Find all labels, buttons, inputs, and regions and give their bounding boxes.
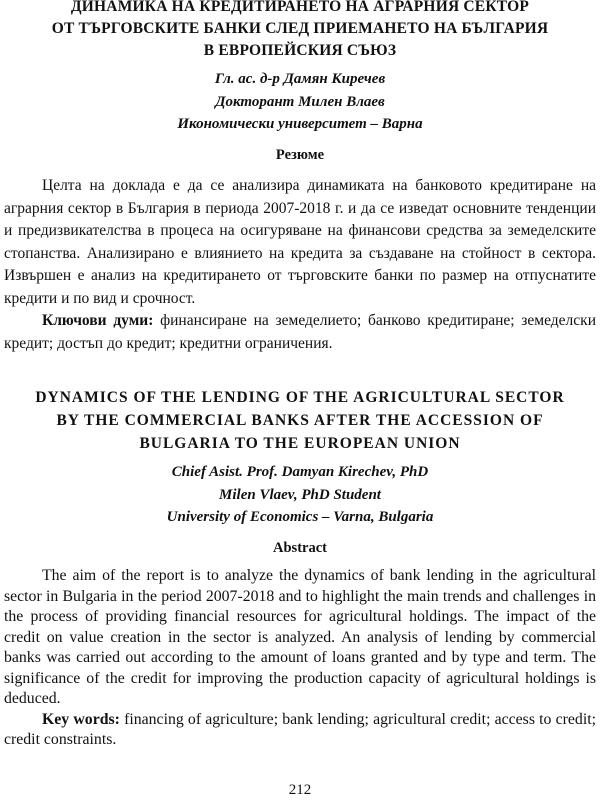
keywords-bg-label: Ключови думи:: [42, 312, 154, 329]
authors-bulgarian: [0, 68, 600, 136]
author-en-2: Milen Vlaev, PhD Student: [219, 486, 381, 503]
title-bg-line-3: В ЕВРОПЕЙСКИЯ СЪЮЗ: [203, 42, 397, 59]
title-bg-line-1: ДИНАМИКА НА КРЕДИТИРАНЕТО НА АГРАРНИЯ СЕКТОР: [70, 0, 530, 15]
title-en-line-1: DYNAMICS OF THE LENDING OF THE AGRICULTURAL SECTOR: [35, 389, 565, 406]
author-en-1: Chief Asist. Prof. Damyan Kirechev, PhD: [171, 464, 429, 480]
abstract-en-text: The aim of the report is to analyze the dynamics of bank lending in the agricultural sector in Bulgaria in the period 2007-2018 and to highlight the main trends and challenges in the process of providing financial resources for agricultural holdings. The impact of the credit on value creation in the sector is analyzed. An analysis of lending by commercial banks was carried out according to the amount of loans granted and by type and term. The significance of the credit for improving the production capacity of agricultural holdings is deduced.: [4, 567, 596, 707]
abstract-en: [4, 566, 596, 751]
affiliation-bg: Икономически университет – Варна: [177, 116, 423, 132]
abstract-heading-en: Abstract: [273, 540, 327, 556]
author-bg-1: Гл. ас. д-р Дамян Киречев: [214, 71, 386, 87]
title-bg-line-2: ОТ ТЪРГОВСКИТЕ БАНКИ СЛЕД ПРИЕМАНЕТО НА БЪЛГАРИЯ: [51, 20, 549, 37]
authors-english: [0, 461, 600, 529]
keywords-en-label: Key words:: [42, 710, 120, 728]
keywords-en-text: financing of agriculture; bank lending; agricultural credit; access to credit; credit constraints.: [4, 710, 596, 748]
keywords-bg: [4, 310, 596, 355]
author-bg-2: Докторант Милен Влаев: [215, 93, 385, 110]
affiliation-en: University of Economics – Varna, Bulgaria: [166, 509, 434, 525]
title-bulgarian: [0, 0, 600, 62]
title-en-line-2: BY THE COMMERCIAL BANKS AFTER THE ACCESSION OF: [56, 412, 544, 429]
keywords-en: [4, 710, 596, 751]
keywords-bg-text: финансиране на земеделието; банково кредитиране; земеделски кредит; достъп до кредит; кредитни ограничения.: [4, 312, 596, 352]
abstract-bg: [4, 175, 596, 355]
page-number: 212: [288, 782, 312, 798]
title-english: [0, 386, 600, 455]
abstract-heading-bg: Резюме: [275, 147, 325, 163]
abstract-bg-text: Целта на доклада е да се анализира динамиката на банковото кредитиране на аграрния сектор в България в периода 2007-2018 г. и да се изведат основните тенденции и предизвикателства в процеса на осигуряване на финансови средства за земеделските стопанства. Анализирано е влиянието на кредита за създаване на стойност в сектора. Извършен е анализ на кредитирането от търговските банки по размер на отпуснатите кредити и по вид и срочност.: [4, 177, 596, 307]
title-en-line-3: BULGARIA TO THE EUROPEAN UNION: [139, 435, 461, 452]
